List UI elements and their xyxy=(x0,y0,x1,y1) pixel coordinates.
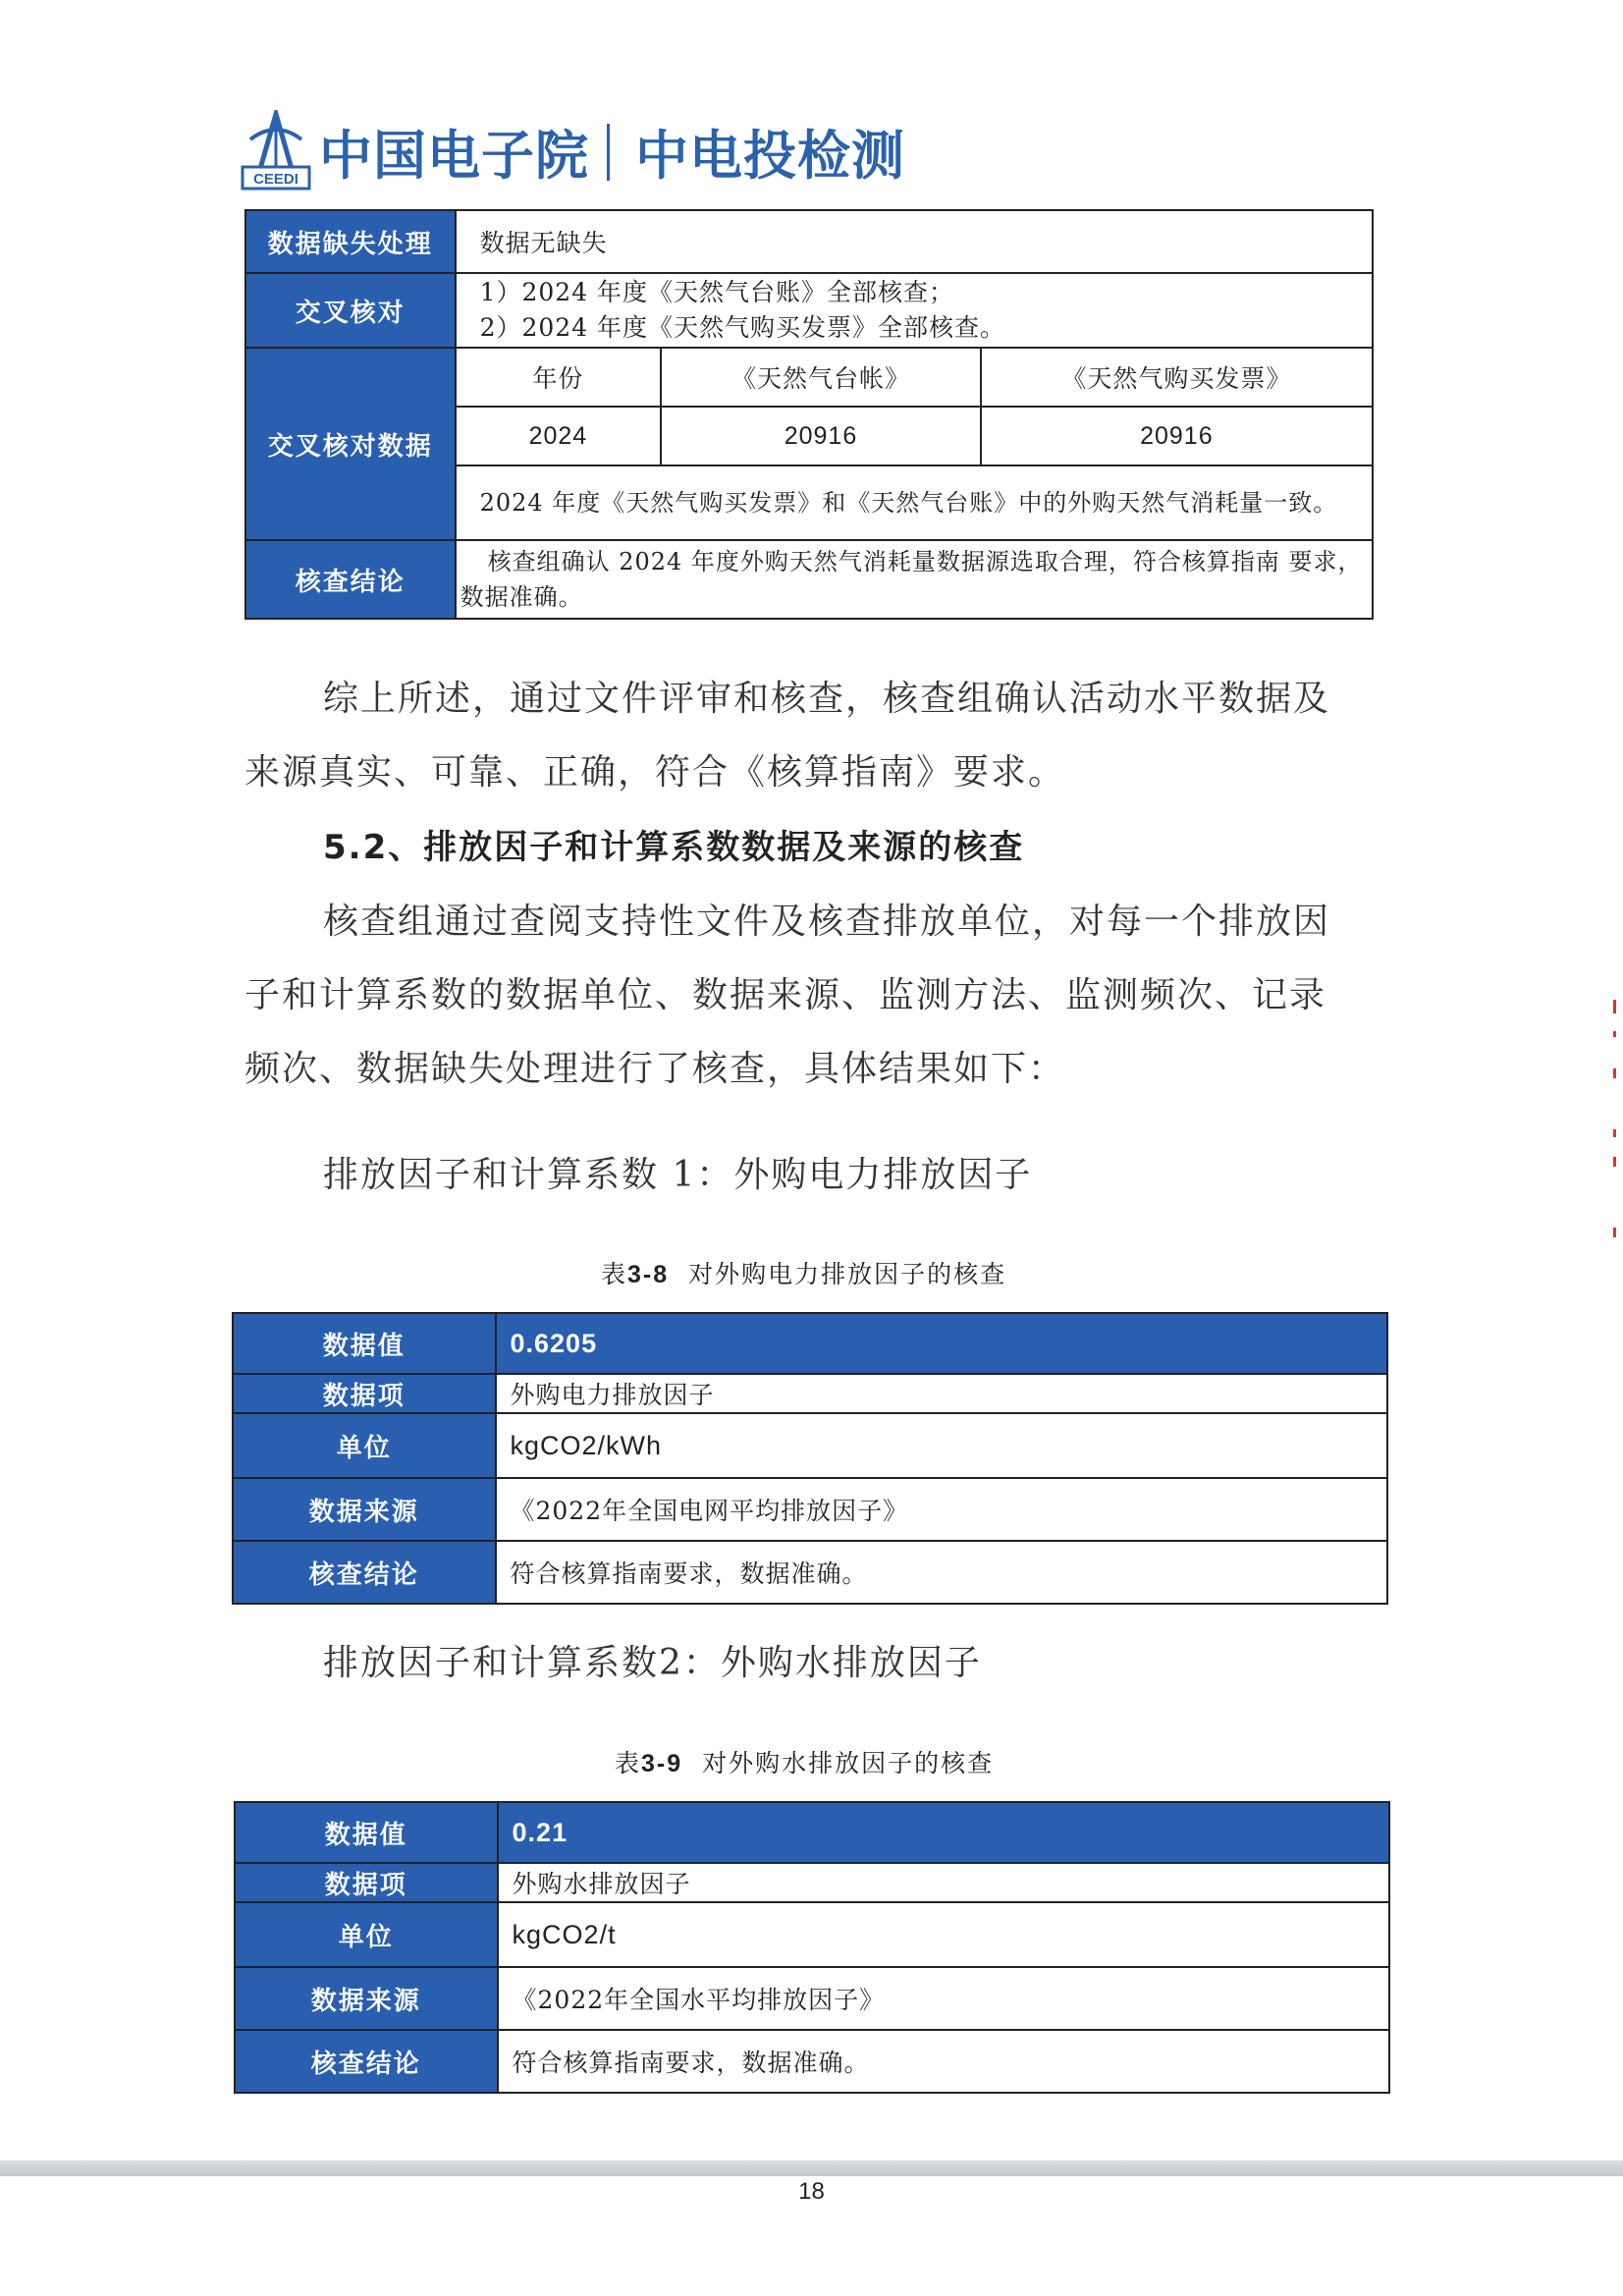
table-row xyxy=(245,210,1373,273)
natural-gas-verification-table xyxy=(244,209,1374,620)
table-caption xyxy=(601,1255,1006,1290)
row-label: 数据项 xyxy=(235,1863,498,1902)
table-row xyxy=(235,1967,1389,2030)
table-row xyxy=(233,1313,1387,1374)
data-source: 《2022年全国电网平均排放因子》 xyxy=(496,1478,1388,1541)
seal-edge-mark xyxy=(1613,1228,1616,1237)
table-cell: 20916 xyxy=(981,407,1373,465)
table-row xyxy=(245,348,1373,407)
row-label: 数据值 xyxy=(235,1802,498,1863)
row-label: 数据缺失处理 xyxy=(245,210,456,273)
table-row xyxy=(245,273,1373,348)
data-source: 《2022年全国水平均排放因子》 xyxy=(498,1967,1389,2030)
column-header: 《天然气台帐》 xyxy=(661,348,980,407)
seal-edge-mark xyxy=(1613,1068,1616,1078)
table-row xyxy=(235,1863,1389,1902)
caption-text: 对外购电力排放因子的核查 xyxy=(688,1260,1007,1288)
row-label: 数据来源 xyxy=(235,1967,498,2030)
table-cell: 2024 xyxy=(456,407,662,465)
caption-text: 对外购水排放因子的核查 xyxy=(702,1749,995,1777)
row-label: 数据值 xyxy=(233,1313,496,1374)
seal-edge-mark xyxy=(1613,1129,1616,1137)
consistency-note: 2024 年度《天然气购买发票》和《天然气台账》中的外购天然气消耗量一致。 xyxy=(456,465,1373,540)
row-label: 核查结论 xyxy=(235,2030,498,2093)
row-label: 数据项 xyxy=(233,1374,496,1413)
seal-edge-mark xyxy=(1613,1000,1616,1013)
row-label: 核查结论 xyxy=(245,540,456,619)
table-row xyxy=(235,2030,1389,2093)
caption-prefix: 表 xyxy=(601,1260,628,1288)
table-row xyxy=(235,1802,1389,1863)
data-unit: kgCO2/kWh xyxy=(496,1413,1388,1478)
data-conclusion: 符合核算指南要求，数据准确。 xyxy=(498,2030,1389,2093)
data-item: 外购电力排放因子 xyxy=(496,1374,1388,1413)
row-label: 交叉核对 xyxy=(245,273,456,348)
footer-bar xyxy=(0,2160,1623,2176)
ceedi-emblem-icon xyxy=(241,110,311,193)
caption-prefix: 表 xyxy=(615,1749,642,1777)
intro-paragraph-line: 频次、数据缺失处理进行了核查，具体结果如下： xyxy=(244,1049,1066,1089)
org-name: 中国电子院 xyxy=(319,125,589,187)
water-factor-table xyxy=(234,1801,1390,2094)
data-value: 0.21 xyxy=(498,1802,1389,1863)
column-header: 《天然气购买发票》 xyxy=(981,348,1373,407)
table-row xyxy=(233,1478,1387,1541)
caption-number: 3-8 xyxy=(627,1261,670,1288)
intro-paragraph-line: 核查组通过查阅支持性文件及核查排放单位，对每一个排放因 xyxy=(323,902,1331,942)
column-header: 年份 xyxy=(456,348,662,407)
data-unit: kgCO2/t xyxy=(498,1902,1389,1967)
table-row xyxy=(233,1413,1387,1478)
table-caption xyxy=(615,1744,994,1779)
seal-edge-mark xyxy=(1613,1157,1616,1167)
org-logo xyxy=(241,110,905,193)
row-label: 数据来源 xyxy=(233,1478,496,1541)
table-row xyxy=(245,540,1373,619)
table-cell: 20916 xyxy=(661,407,980,465)
factor-title: 排放因子和计算系数2：外购水排放因子 xyxy=(323,1643,982,1683)
row-label: 单位 xyxy=(233,1413,496,1478)
logo-divider xyxy=(607,124,610,181)
electricity-factor-table xyxy=(232,1312,1388,1605)
row-label: 单位 xyxy=(235,1902,498,1967)
section-heading: 5.2、排放因子和计算系数数据及来源的核查 xyxy=(323,828,1025,867)
summary-paragraph-line: 综上所述，通过文件评审和核查，核查组确认活动水平数据及 xyxy=(323,679,1331,719)
brand-name: 中电投检测 xyxy=(635,125,905,187)
intro-paragraph-line: 子和计算系数的数据单位、数据来源、监测方法、监测频次、记录 xyxy=(244,975,1327,1015)
cross-line: 1）2024 年度《天然气台账》全部核查； xyxy=(479,278,955,306)
logo-badge-text: CEEDI xyxy=(253,171,298,188)
conclusion-value: 核查组确认 2024 年度外购天然气消耗量数据源选取合理，符合核算指南 要求，数据准确。 xyxy=(456,540,1373,619)
row-label: 交叉核对数据 xyxy=(245,348,456,540)
cross-check-lines xyxy=(456,273,1373,348)
data-conclusion: 符合核算指南要求，数据准确。 xyxy=(496,1541,1388,1604)
cross-line: 2）2024 年度《天然气购买发票》全部核查。 xyxy=(479,313,1006,342)
page-number: 18 xyxy=(798,2178,825,2205)
table-row xyxy=(233,1541,1387,1604)
row-label: 核查结论 xyxy=(233,1541,496,1604)
seal-edge-mark xyxy=(1613,1031,1616,1037)
factor-title: 排放因子和计算系数 1：外购电力排放因子 xyxy=(323,1155,1033,1195)
table-row xyxy=(235,1902,1389,1967)
summary-paragraph-line: 来源真实、可靠、正确，符合《核算指南》要求。 xyxy=(244,752,1066,793)
data-item: 外购水排放因子 xyxy=(498,1863,1389,1902)
missing-value: 数据无缺失 xyxy=(456,210,1373,273)
data-value: 0.6205 xyxy=(496,1313,1388,1374)
caption-number: 3-9 xyxy=(641,1750,683,1777)
table-row xyxy=(233,1374,1387,1413)
